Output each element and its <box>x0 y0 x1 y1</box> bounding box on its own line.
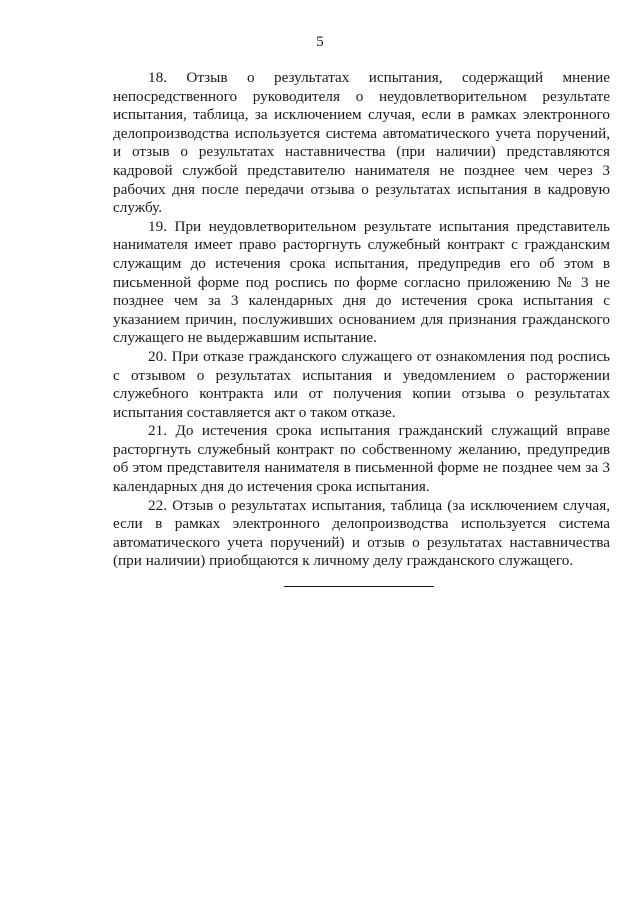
paragraph-19: 19. При неудовлетворительном результате испытания представитель нанимателя имеет право расторгнуть служебный контракт с гражданским служащим до истечения срока испытания, предупредив его об этом в письменной форме под роспись по форме согласно приложению № 3 не позднее чем за 3 календарных дня до истечения срока испытания с указанием причин, послуживших основанием для признания гражданского служащего не выдержавшим испытание. <box>113 217 610 347</box>
document-body <box>113 69 610 571</box>
paragraph-20: 20. При отказе гражданского служащего от ознакомления под роспись с отзывом о результатах испытания и уведомлением о расторжении служебного контракта или от получения копии отзыва о результатах испытания составляется акт о таком отказе. <box>113 347 610 421</box>
page-number: 5 <box>316 34 324 50</box>
paragraph-18: 18. Отзыв о результатах испытания, содержащий мнение непосредственного руководителя о неудовлетворительном результате испытания, таблица, за исключением случая, если в рамках электронного делопроизводства используется система автоматического учета поручений, и отзыв о результатах наставничества (при наличии) представляются кадровой службой представителю нанимателя не позднее чем через 3 рабочих дня после передачи отзыва о результатах испытания в кадровую службу. <box>113 69 610 217</box>
paragraph-21: 21. До истечения срока испытания гражданский служащий вправе расторгнуть служебный контракт по собственному желанию, предупредив об этом представителя нанимателя в письменной форме не позднее чем за 3 календарных дня до истечения срока испытания. <box>113 422 610 496</box>
paragraph-22: 22. Отзыв о результатах испытания, таблица (за исключением случая, если в рамках электронного делопроизводства используется система автоматического учета поручений) и отзыв о результатах наставничества (при наличии) приобщаются к личному делу гражданского служащего. <box>113 496 610 570</box>
end-of-document-line <box>284 586 434 587</box>
